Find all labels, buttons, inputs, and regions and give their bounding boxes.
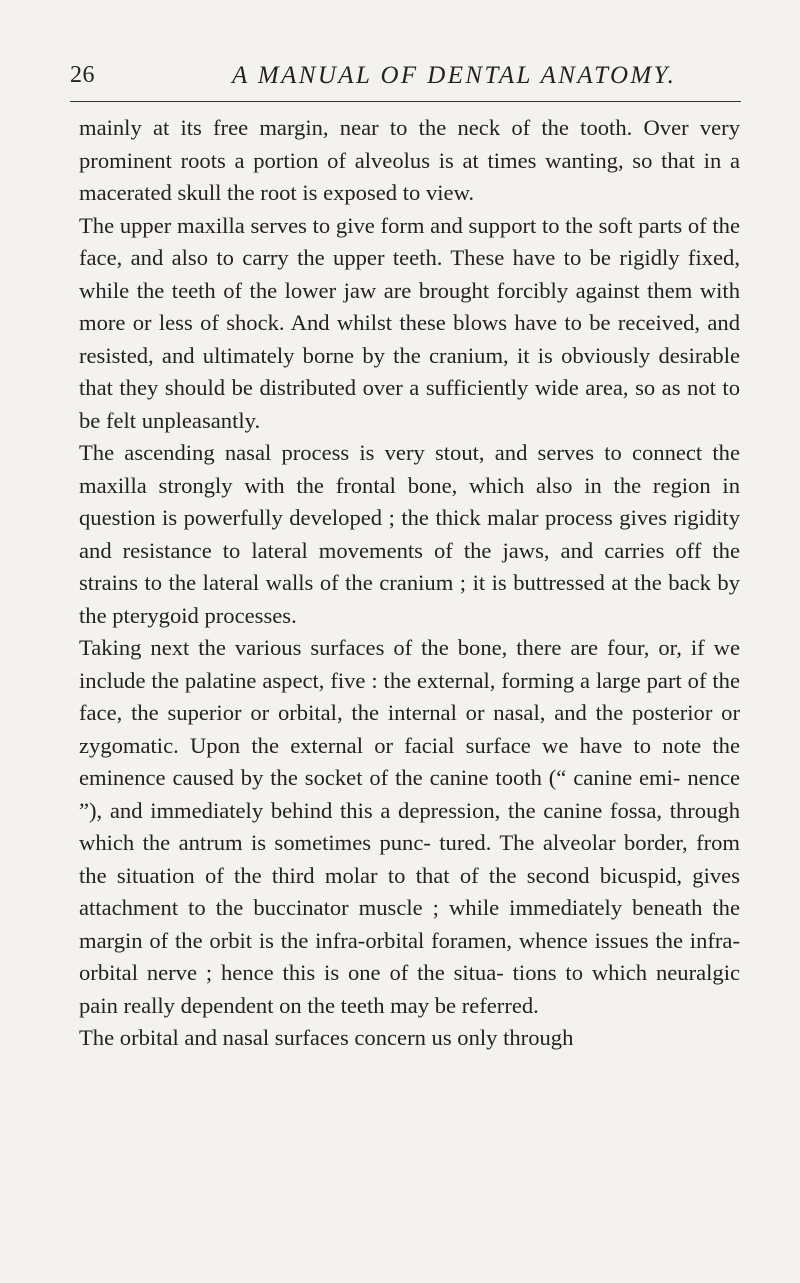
paragraph-3: The ascending nasal process is very stout, and serves to connect the maxilla strongly with the frontal bone, which also in the region in question is powerfully developed ; the thick malar process gives rigidity and resistance to lateral movements of the jaws, and carries off the strains to the lateral walls of the cranium ; it is buttressed at the back by the pterygoid processes.: [79, 440, 740, 628]
paragraph-4: Taking next the various surfaces of the bone, there are four, or, if we include the palatine aspect, five : the external, forming a large part of the face, the superior or orbital, the internal or nasal, and the posterior or zygomatic. Upon the external or facial surface we have to note the eminence caused by the socket of the canine tooth (“ canine emi- nence ”), and immediately behind this a depression, the canine fossa, through which the antrum is sometimes punc- tured. The alveolar border, from the situation of the third molar to that of the second bicuspid, gives attachment to the buccinator muscle ; while immediately beneath the margin of the orbit is the infra-orbital foramen, whence issues the infra-orbital nerve ; hence this is one of the situa- tions to which neuralgic pain really dependent on the teeth may be referred.: [79, 635, 740, 1018]
paragraph-5: The orbital and nasal surfaces concern us only through: [79, 1025, 574, 1050]
running-title: A MANUAL OF DENTAL ANATOMY.: [232, 62, 677, 89]
header-rule: [70, 101, 741, 102]
body-text: [79, 112, 740, 1055]
paragraph-1: mainly at its free margin, near to the neck of the tooth. Over very prominent roots a portion of alveolus is at times wanting, so that in a macerated skull the root is exposed to view.: [79, 115, 740, 205]
running-head: [70, 62, 740, 102]
page-number: 26: [70, 62, 95, 88]
paragraph-2: The upper maxilla serves to give form and support to the soft parts of the face, and also to carry the upper teeth. These have to be rigidly fixed, while the teeth of the lower jaw are brought forcibly against them with more or less of shock. And whilst these blows have to be received, and resisted, and ultimately borne by the cranium, it is obviously desirable that they should be distributed over a sufficiently wide area, so as not to be felt unpleasantly.: [79, 212, 740, 433]
